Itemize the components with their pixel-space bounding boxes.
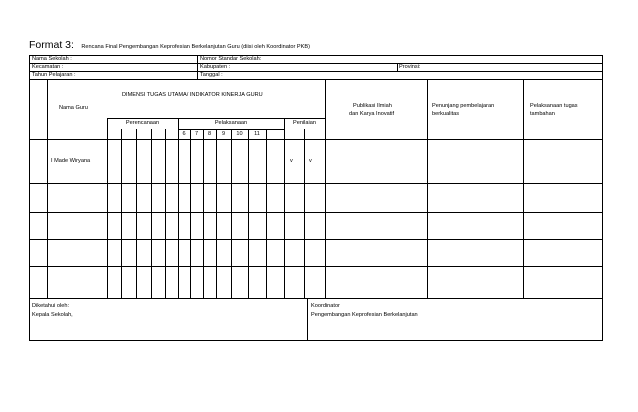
row-divider [29,239,603,240]
col-divider [121,129,122,298]
document-title [29,35,310,53]
regency-label: Kabupaten : [200,64,231,70]
row-divider [29,63,603,64]
col-divider [231,129,232,298]
row-divider [29,79,603,80]
row-divider [29,183,603,184]
province-label: Provinsi: [399,64,421,70]
extra-duty-header-line1: Pelaksanaan tugas [530,103,578,109]
number-7: 7 [194,131,199,137]
extra-duty-header-line2: tambahan [530,111,555,117]
support-header-line2: berkualitas [432,111,460,117]
col-divider [190,129,191,298]
info-divider [197,55,198,79]
publication-header-line2: dan Karya Inovatif [349,111,395,117]
subheader-divider [107,118,325,119]
assessment-header: Penilaian [292,120,316,126]
acknowledged-by-label: Diketahui oleh: [32,303,70,309]
col-divider [203,129,204,298]
main-duty-header: DIMENSI TUGAS UTAMA/ INDIKATOR KINERJA GURU [122,92,263,98]
row-divider [29,212,603,213]
year-label: Tahun Pelajaran : [32,72,76,78]
footer-split [307,298,308,341]
school-name-label: Nama Sekolah : [32,56,72,62]
col-divider [266,129,267,298]
col-divider [284,118,285,298]
teacher-name-header: Nama Guru [59,105,88,111]
col-divider [107,118,108,298]
assessment-mark-1: v [290,158,293,164]
header-bottom [29,139,603,140]
col-divider [216,129,217,298]
school-number-label: Nomor Standar Sekolah: [200,56,262,62]
format-subtitle: Rencana Final Pengembangan Keprofesian Berkelanjutan Guru (diisi oleh Koordinator PKB) [81,44,310,50]
col-divider [325,79,326,298]
col-divider [47,79,48,298]
number-11: 11 [254,131,260,137]
col-divider [427,79,428,298]
number-9: 9 [221,131,226,137]
col-divider [523,79,524,298]
number-8: 8 [207,131,212,137]
col-divider [136,129,137,298]
district-label: Kecamatan : [32,64,64,70]
format-label: Format 3: [29,39,74,51]
col-divider [304,129,305,298]
planning-header: Perencanaan [125,120,160,126]
row-divider [29,266,603,267]
implementation-header: Pelaksanaan [214,120,248,126]
info-divider [397,63,398,71]
row-divider [29,71,603,72]
pkb-coordinator-label: Pengembangan Keprofesian Berkelanjutan [311,312,418,318]
support-header-line1: Penunjang pembelajaran [432,103,495,109]
coordinator-label: Koordinator [311,303,340,309]
col-divider [151,129,152,298]
footer-divider [29,298,603,299]
date-label: Tanggal : [200,72,223,78]
publication-header-line1: Publikasi Ilmiah [353,103,392,109]
teacher-name-cell: I Made Wiryana [51,158,91,164]
number-6: 6 [182,131,186,137]
col-divider [165,129,166,298]
col-divider [178,118,179,298]
principal-label: Kepala Sekolah, [32,312,73,318]
col-divider [248,129,249,298]
number-10: 10 [236,131,243,137]
assessment-mark-2: v [309,158,312,164]
